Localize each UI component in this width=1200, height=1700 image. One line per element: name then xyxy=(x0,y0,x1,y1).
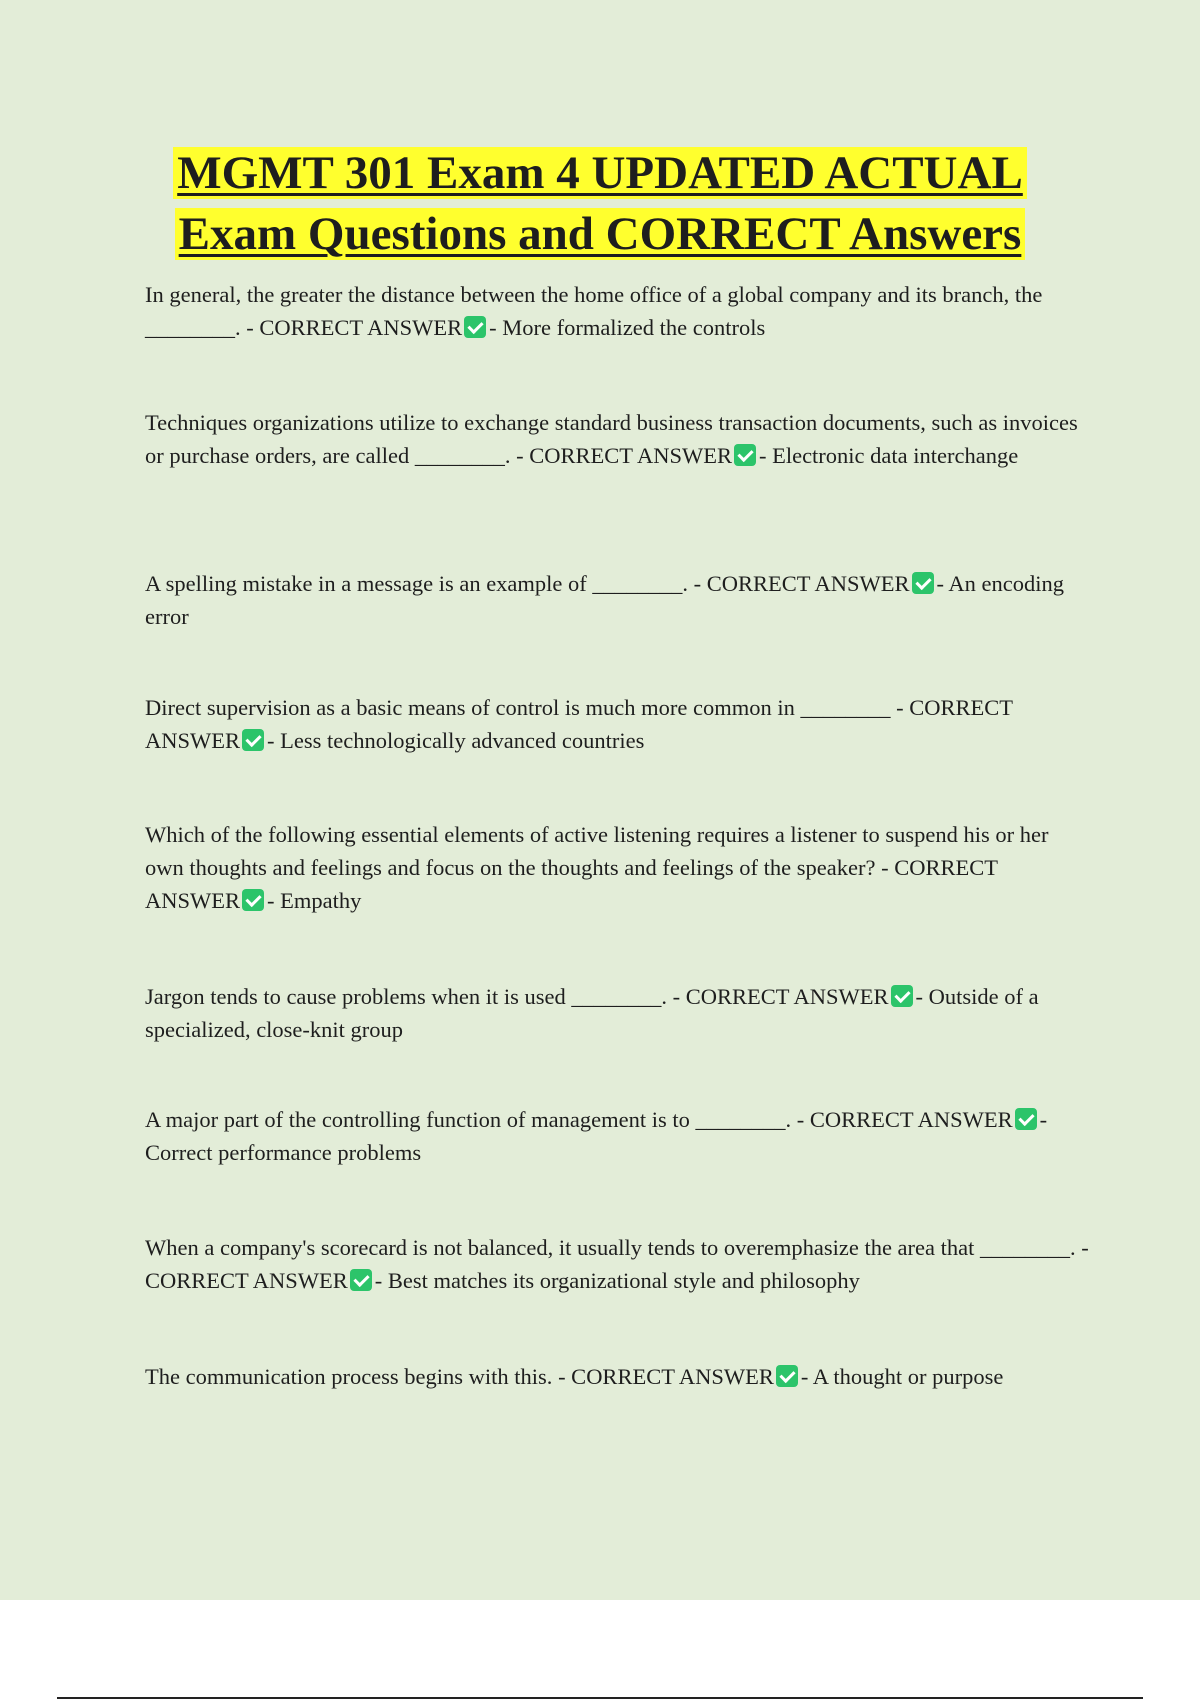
check-box-icon xyxy=(891,985,913,1007)
qa-item xyxy=(145,1103,1090,1169)
question-text: When a company's scorecard is not balanced, it usually tends to overemphasize the area that ________. xyxy=(145,1235,1076,1260)
answer-text: - More formalized the controls xyxy=(489,315,766,340)
question-text: The communication process begins with this. xyxy=(145,1364,553,1389)
footer-divider xyxy=(57,1697,1143,1699)
answer-label: - CORRECT ANSWER xyxy=(558,1364,774,1389)
qa-item xyxy=(145,278,1090,344)
answer-text: - Empathy xyxy=(267,888,362,913)
answer-label: - CORRECT ANSWER xyxy=(796,1107,1013,1132)
answer-text: - An encoding error xyxy=(145,571,1064,629)
question-text: Direct supervision as a basic means of control is much more common in ________ xyxy=(145,695,891,720)
check-box-icon xyxy=(464,316,486,338)
title-line-1: MGMT 301 Exam 4 UPDATED ACTUAL xyxy=(173,147,1027,199)
qa-item xyxy=(145,567,1090,633)
answer-text: - Less technologically advanced countries xyxy=(267,728,645,753)
question-text: Which of the following essential elements of active listening requires a listener to suspend his or her own thoughts and feelings and focus on the thoughts and feelings of the speaker? xyxy=(145,822,1049,880)
qa-item xyxy=(145,1360,1090,1393)
title-line-2: Exam Questions and CORRECT Answers xyxy=(175,208,1026,260)
question-text: Techniques organizations utilize to exchange standard business transaction documents, such as invoices or purchase orders, are called ________. xyxy=(145,410,1078,468)
check-box-icon xyxy=(734,444,756,466)
qa-item xyxy=(145,691,1090,757)
answer-label: - CORRECT ANSWER xyxy=(693,571,910,596)
answer-label: - CORRECT ANSWER xyxy=(145,1235,1089,1293)
answer-label: - CORRECT ANSWER xyxy=(145,855,998,913)
answer-label: - CORRECT ANSWER xyxy=(145,695,1013,753)
qa-item xyxy=(145,406,1090,472)
answer-text: - Outside of a specialized, close-knit group xyxy=(145,984,1039,1042)
qa-item xyxy=(145,1231,1090,1297)
qa-item xyxy=(145,818,1090,917)
question-text: A spelling mistake in a message is an example of ________. xyxy=(145,571,689,596)
check-box-icon xyxy=(242,889,264,911)
answer-text: - Best matches its organizational style and philosophy xyxy=(374,1268,860,1293)
check-box-icon xyxy=(242,729,264,751)
answer-label: - CORRECT ANSWER xyxy=(516,443,732,468)
check-box-icon xyxy=(776,1365,798,1387)
question-text: A major part of the controlling function of management is to ________. xyxy=(145,1107,792,1132)
answer-label: - CORRECT ANSWER xyxy=(672,984,889,1009)
document-title xyxy=(150,143,1050,265)
check-box-icon xyxy=(350,1269,372,1291)
question-text: Jargon tends to cause problems when it is used ________. xyxy=(145,984,668,1009)
check-box-icon xyxy=(912,572,934,594)
check-box-icon xyxy=(1015,1108,1037,1130)
answer-label: - CORRECT ANSWER xyxy=(246,315,463,340)
answer-text: - A thought or purpose xyxy=(800,1364,1004,1389)
question-text: In general, the greater the distance between the home office of a global company and its branch, the ________. xyxy=(145,282,1043,340)
qa-item xyxy=(145,980,1090,1046)
answer-text: - Correct performance problems xyxy=(145,1107,1048,1165)
answer-text: - Electronic data interchange xyxy=(758,443,1019,468)
